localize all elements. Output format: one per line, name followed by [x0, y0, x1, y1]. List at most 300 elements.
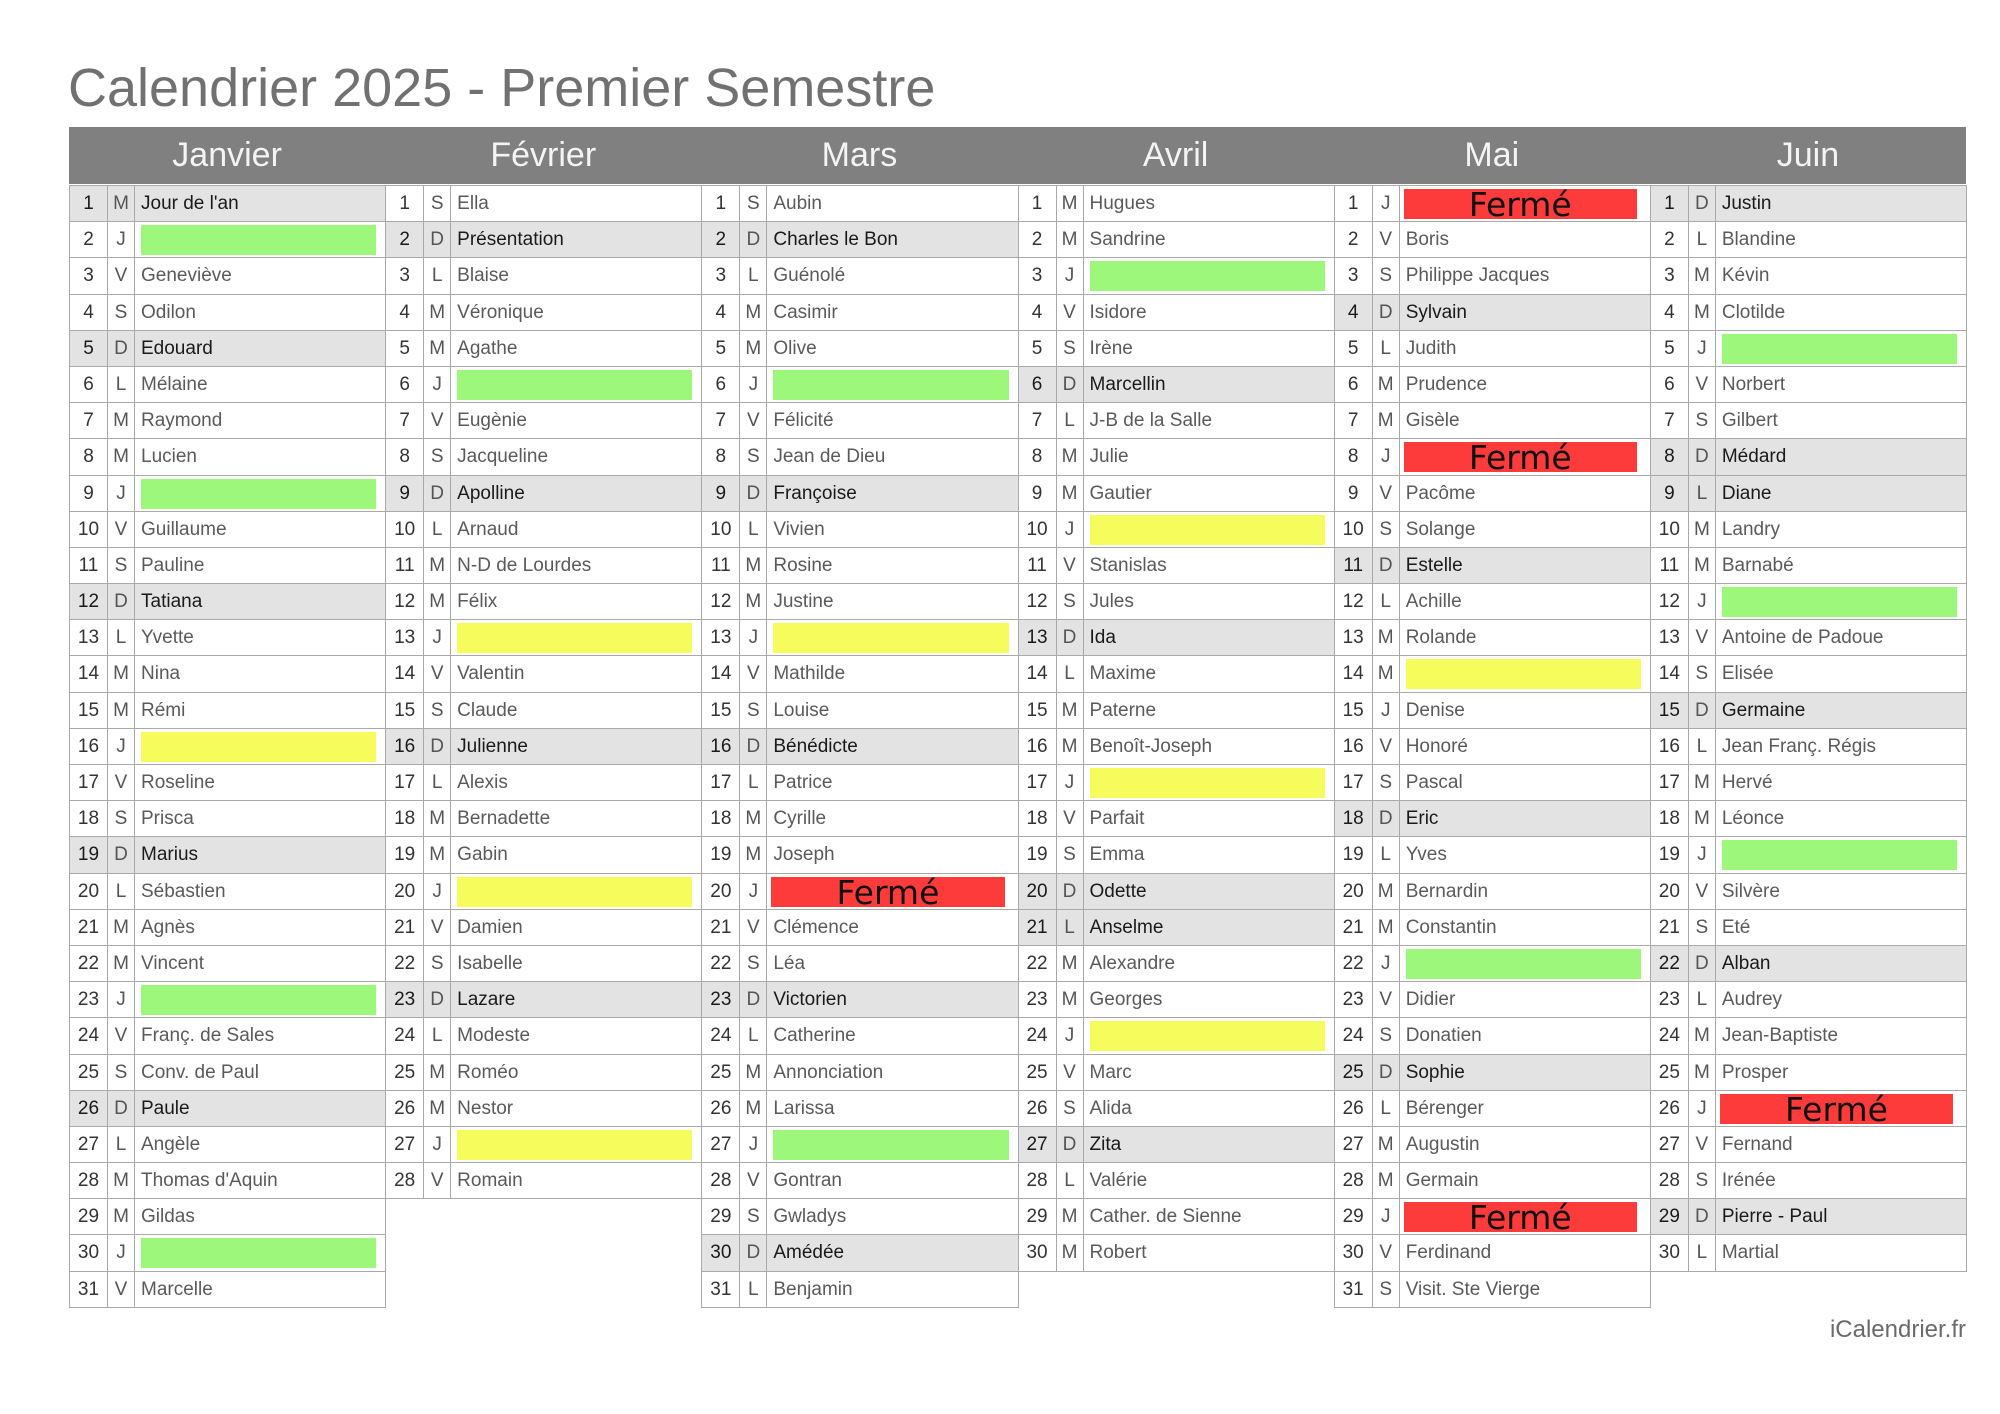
day-row [1335, 512, 1650, 548]
day-row [702, 403, 1017, 439]
saint-name: Annonciation [773, 1061, 884, 1083]
weekday-letter: M [1373, 367, 1400, 402]
day-row [70, 729, 385, 765]
weekday-letter: J [108, 729, 135, 764]
day-row [702, 801, 1017, 837]
day-number: 3 [1335, 258, 1373, 293]
weekday-letter: M [1689, 258, 1716, 293]
weekday-letter: M [1057, 946, 1084, 981]
day-number: 29 [1651, 1199, 1689, 1234]
weekday-letter: V [1057, 548, 1084, 583]
saint-name-cell [1400, 1235, 1650, 1270]
saint-name: Audrey [1721, 989, 1783, 1011]
day-number: 12 [702, 584, 740, 619]
saint-name-cell [135, 1018, 385, 1053]
month-column [1650, 185, 1967, 1272]
saint-name-cell [451, 186, 701, 221]
weekday-letter: M [1373, 910, 1400, 945]
day-row [1335, 439, 1650, 475]
saint-name-cell [1716, 874, 1966, 909]
saint-name-cell [135, 729, 385, 764]
saint-name-cell [1400, 693, 1650, 728]
saint-name-cell [451, 548, 701, 583]
saint-name: Jules [1089, 591, 1134, 613]
day-number: 18 [70, 801, 108, 836]
day-number: 1 [702, 186, 740, 221]
day-row [1335, 584, 1650, 620]
weekday-letter: L [1057, 403, 1084, 438]
saint-name-cell [1084, 837, 1334, 872]
weekday-letter: S [424, 439, 451, 474]
day-number: 14 [1019, 656, 1057, 691]
saint-name: Norbert [1721, 373, 1786, 395]
day-row [702, 1163, 1017, 1199]
saint-name-cell [1400, 874, 1650, 909]
day-number: 3 [70, 258, 108, 293]
day-number: 20 [702, 874, 740, 909]
saint-name-cell [1716, 837, 1966, 872]
closed-label: Fermé [1468, 186, 1572, 222]
saint-name-cell [451, 765, 701, 800]
weekday-letter: J [108, 476, 135, 511]
saint-name-cell [1716, 186, 1966, 221]
day-number: 7 [1335, 403, 1373, 438]
day-number: 11 [1651, 548, 1689, 583]
holiday-row [1651, 439, 1966, 475]
saint-name-cell [135, 765, 385, 800]
weekday-letter: M [1689, 548, 1716, 583]
day-number: 26 [1651, 1091, 1689, 1126]
weekday-letter: J [108, 1235, 135, 1270]
weekday-letter: M [424, 548, 451, 583]
saint-name-cell [451, 476, 701, 511]
closed-marker [1720, 1090, 1953, 1126]
day-number: 24 [1335, 1018, 1373, 1053]
saint-name-cell [451, 403, 701, 438]
day-number: 10 [1651, 512, 1689, 547]
weekday-letter: L [1373, 1091, 1400, 1126]
saint-name-cell [1084, 982, 1334, 1017]
saint-name-cell [1084, 548, 1334, 583]
weekday-letter: D [1689, 1199, 1716, 1234]
day-row [1019, 476, 1334, 512]
weekday-letter: L [1689, 476, 1716, 511]
weekday-letter: V [740, 910, 767, 945]
saint-name: Olive [773, 337, 817, 359]
saint-name-cell [451, 367, 701, 402]
saint-name: Damien [457, 916, 523, 938]
weekday-letter: J [1689, 1091, 1716, 1126]
saint-name: Blaise [457, 265, 509, 287]
highlight-green [773, 370, 1008, 400]
holiday-row [1019, 910, 1334, 946]
day-row [1335, 1272, 1650, 1308]
day-number: 13 [70, 620, 108, 655]
saint-name-cell [1716, 1018, 1966, 1053]
day-number: 26 [70, 1091, 108, 1126]
saint-name-cell [1716, 367, 1966, 402]
day-row [1019, 584, 1334, 620]
saint-name-cell [1400, 1199, 1650, 1234]
saint-name-cell [1400, 512, 1650, 547]
day-number: 3 [386, 258, 424, 293]
saint-name: Félix [457, 591, 498, 613]
saint-name: Ferdinand [1405, 1242, 1492, 1264]
saint-name-cell [767, 1018, 1017, 1053]
saint-name-cell [767, 1163, 1017, 1198]
month-column [1334, 185, 1651, 1308]
weekday-letter: L [424, 258, 451, 293]
highlight-yellow [457, 623, 692, 653]
saint-name: Odilon [141, 301, 196, 323]
holiday-row [1651, 946, 1966, 982]
day-number: 25 [386, 1055, 424, 1090]
holiday-row [1019, 620, 1334, 656]
day-number: 29 [702, 1199, 740, 1234]
day-number: 21 [70, 910, 108, 945]
saint-name-cell [451, 729, 701, 764]
weekday-letter: L [108, 620, 135, 655]
weekday-letter: S [1689, 910, 1716, 945]
saint-name-cell [135, 439, 385, 474]
day-number: 25 [1335, 1055, 1373, 1090]
weekday-letter: J [1057, 765, 1084, 800]
saint-name: Alida [1089, 1097, 1132, 1119]
weekday-letter: M [740, 1055, 767, 1090]
day-number: 9 [1651, 476, 1689, 511]
saint-name: Ella [457, 193, 489, 214]
day-row [386, 1127, 701, 1163]
saint-name-cell [1716, 1163, 1966, 1198]
day-number: 5 [1335, 331, 1373, 366]
weekday-letter: V [1689, 874, 1716, 909]
saint-name-cell [767, 295, 1017, 330]
day-row [386, 367, 701, 403]
weekday-letter: J [1057, 512, 1084, 547]
day-row [70, 801, 385, 837]
day-number: 18 [1019, 801, 1057, 836]
weekday-letter: M [1689, 765, 1716, 800]
saint-name: Franç. de Sales [141, 1025, 275, 1047]
saint-name-cell [135, 1235, 385, 1270]
weekday-letter: S [1373, 512, 1400, 547]
day-number: 12 [1651, 584, 1689, 619]
day-row [702, 946, 1017, 982]
holiday-row [1019, 1127, 1334, 1163]
weekday-letter: M [740, 295, 767, 330]
saint-name-cell [1084, 801, 1334, 836]
month-header: Avril [1142, 136, 1209, 174]
saint-name: Bernardin [1405, 880, 1489, 902]
day-row [70, 1272, 385, 1308]
page-title: Calendrier 2025 - Premier Semestre [68, 58, 936, 118]
weekday-letter: J [1373, 1199, 1400, 1234]
weekday-letter: S [424, 946, 451, 981]
month-column [385, 185, 702, 1199]
weekday-letter: L [740, 512, 767, 547]
day-number: 20 [1651, 874, 1689, 909]
saint-name: Casimir [773, 301, 838, 323]
saint-name: Georges [1089, 989, 1163, 1011]
day-number: 27 [702, 1127, 740, 1162]
weekday-letter: M [1373, 403, 1400, 438]
weekday-letter: J [740, 1127, 767, 1162]
weekday-letter: M [1373, 874, 1400, 909]
day-row [702, 910, 1017, 946]
day-row [1651, 874, 1966, 910]
day-number: 28 [386, 1163, 424, 1198]
day-row [1651, 1091, 1966, 1127]
day-row [70, 403, 385, 439]
saint-name-cell [451, 439, 701, 474]
saint-name: Catherine [773, 1025, 856, 1047]
month-header: Février [490, 136, 597, 174]
saint-name: Félicité [773, 410, 834, 432]
day-number: 17 [1651, 765, 1689, 800]
day-number: 22 [70, 946, 108, 981]
closed-marker [1404, 439, 1637, 475]
saint-name-cell [767, 367, 1017, 402]
saint-name: Stanislas [1089, 554, 1167, 576]
saint-name-cell [767, 1235, 1017, 1270]
day-row [1335, 222, 1650, 258]
weekday-letter: V [1689, 1127, 1716, 1162]
day-number: 20 [1019, 874, 1057, 909]
saint-name-cell [135, 874, 385, 909]
saint-name-cell [1084, 946, 1334, 981]
day-row [1019, 1018, 1334, 1054]
day-number: 10 [386, 512, 424, 547]
saint-name-cell [1084, 512, 1334, 547]
closed-label: Fermé [1784, 1090, 1888, 1126]
saint-name-cell [451, 656, 701, 691]
saint-name: Denise [1405, 699, 1465, 721]
saint-name-cell [767, 656, 1017, 691]
day-number: 15 [1651, 693, 1689, 728]
weekday-letter: V [740, 656, 767, 691]
day-number: 29 [70, 1199, 108, 1234]
weekday-letter: S [740, 946, 767, 981]
weekday-letter: V [1373, 476, 1400, 511]
saint-name: Victorien [773, 989, 847, 1011]
saint-name: Gautier [1089, 482, 1152, 504]
weekday-letter: M [424, 801, 451, 836]
weekday-letter: S [1057, 837, 1084, 872]
month-header: Juin [1776, 136, 1840, 174]
weekday-letter: S [740, 693, 767, 728]
weekday-letter: L [740, 1018, 767, 1053]
saint-name-cell [767, 837, 1017, 872]
saint-name: Diane [1721, 482, 1772, 504]
day-row [1019, 1235, 1334, 1271]
day-row [1335, 1163, 1650, 1199]
day-number: 16 [1019, 729, 1057, 764]
saint-name: Angèle [141, 1133, 201, 1155]
saint-name-cell [1084, 222, 1334, 257]
holiday-row [1019, 367, 1334, 403]
saint-name: Marius [141, 844, 199, 866]
day-number: 7 [1651, 403, 1689, 438]
day-row [1335, 656, 1650, 692]
weekday-letter: D [1057, 367, 1084, 402]
saint-name: Modeste [457, 1025, 531, 1047]
saint-name: Estelle [1405, 554, 1463, 576]
weekday-letter: V [1057, 295, 1084, 330]
saint-name-cell [1084, 765, 1334, 800]
weekday-letter: D [740, 222, 767, 257]
day-number: 12 [1019, 584, 1057, 619]
saint-name: Geneviève [141, 265, 232, 287]
day-number: 18 [1335, 801, 1373, 836]
day-row [702, 837, 1017, 873]
day-number: 15 [702, 693, 740, 728]
saint-name-cell [767, 476, 1017, 511]
day-row [70, 1199, 385, 1235]
weekday-letter: L [1373, 837, 1400, 872]
highlight-green [1406, 949, 1641, 979]
saint-name-cell [767, 1272, 1017, 1307]
weekday-letter: V [108, 258, 135, 293]
highlight-green [141, 1238, 376, 1268]
day-row [1335, 186, 1650, 222]
weekday-letter: M [740, 584, 767, 619]
saint-name-cell [1084, 620, 1334, 655]
weekday-letter: M [424, 331, 451, 366]
day-row [1651, 656, 1966, 692]
saint-name-cell [1716, 801, 1966, 836]
saint-name: Agathe [457, 337, 518, 359]
weekday-letter: V [1057, 801, 1084, 836]
saint-name: Julie [1089, 446, 1129, 468]
weekday-letter: M [740, 801, 767, 836]
saint-name-cell [451, 693, 701, 728]
highlight-green [1090, 261, 1325, 291]
weekday-letter: M [1057, 1235, 1084, 1270]
highlight-yellow [773, 623, 1008, 653]
saint-name-cell [1084, 439, 1334, 474]
weekday-letter: V [1373, 982, 1400, 1017]
day-row [70, 295, 385, 331]
saint-name-cell [135, 837, 385, 872]
day-number: 22 [1019, 946, 1057, 981]
day-row [702, 1127, 1017, 1163]
day-row [702, 258, 1017, 294]
day-row [70, 946, 385, 982]
saint-name: Jacqueline [457, 446, 549, 468]
weekday-letter: L [1689, 982, 1716, 1017]
day-row [70, 367, 385, 403]
saint-name: Odette [1089, 880, 1147, 902]
saint-name-cell [767, 1091, 1017, 1126]
weekday-letter: D [424, 982, 451, 1017]
holiday-row [1335, 1055, 1650, 1091]
saint-name: Cather. de Sienne [1089, 1206, 1242, 1228]
closed-label: Fermé [836, 873, 940, 909]
weekday-letter: M [740, 548, 767, 583]
weekday-letter: S [108, 548, 135, 583]
saint-name: Achille [1405, 591, 1462, 613]
day-number: 8 [1651, 439, 1689, 474]
calendar-grid [69, 185, 1966, 1308]
weekday-letter: M [108, 656, 135, 691]
saint-name: Raymond [141, 410, 223, 432]
saint-name: Mélaine [141, 373, 208, 395]
saint-name: Léonce [1721, 808, 1785, 830]
saint-name: Hugues [1089, 193, 1156, 214]
day-number: 11 [386, 548, 424, 583]
weekday-letter: M [424, 295, 451, 330]
day-number: 22 [1651, 946, 1689, 981]
saint-name: Conv. de Paul [141, 1061, 259, 1083]
day-number: 8 [70, 439, 108, 474]
saint-name-cell [135, 946, 385, 981]
day-number: 30 [702, 1235, 740, 1270]
highlight-green [141, 985, 376, 1015]
day-number: 10 [1335, 512, 1373, 547]
day-number: 24 [70, 1018, 108, 1053]
saint-name-cell [1400, 729, 1650, 764]
day-row [386, 656, 701, 692]
day-row [1651, 295, 1966, 331]
day-number: 21 [1651, 910, 1689, 945]
saint-name-cell [451, 620, 701, 655]
day-number: 19 [70, 837, 108, 872]
saint-name-cell [135, 1055, 385, 1090]
saint-name-cell [135, 476, 385, 511]
weekday-letter: L [1057, 910, 1084, 945]
day-number: 23 [1335, 982, 1373, 1017]
saint-name: Thomas d'Aquin [141, 1170, 278, 1192]
day-number: 8 [1019, 439, 1057, 474]
day-row [1335, 693, 1650, 729]
holiday-row [386, 982, 701, 1018]
saint-name-cell [1400, 620, 1650, 655]
day-number: 3 [702, 258, 740, 293]
day-number: 22 [1335, 946, 1373, 981]
saint-name-cell [135, 186, 385, 221]
day-number: 2 [386, 222, 424, 257]
day-row [70, 1163, 385, 1199]
weekday-letter: M [108, 186, 135, 221]
weekday-letter: L [1689, 1235, 1716, 1270]
day-number: 28 [702, 1163, 740, 1198]
saint-name: Larissa [773, 1097, 835, 1119]
holiday-row [1651, 1199, 1966, 1235]
holiday-row [70, 837, 385, 873]
highlight-yellow [1406, 659, 1641, 689]
day-number: 18 [702, 801, 740, 836]
day-number: 1 [1019, 186, 1057, 221]
day-number: 11 [70, 548, 108, 583]
saint-name: Visit. Ste Vierge [1405, 1278, 1541, 1300]
weekday-letter: M [1689, 295, 1716, 330]
day-number: 14 [70, 656, 108, 691]
saint-name-cell [1084, 331, 1334, 366]
saint-name: Marcelle [141, 1278, 213, 1300]
day-number: 19 [1335, 837, 1373, 872]
saint-name: Fernand [1721, 1133, 1793, 1155]
day-row [1335, 729, 1650, 765]
saint-name-cell [135, 1163, 385, 1198]
saint-name: Isabelle [457, 952, 523, 974]
weekday-letter: M [1057, 729, 1084, 764]
weekday-letter: V [1373, 1235, 1400, 1270]
saint-name: Jean de Dieu [773, 446, 886, 468]
saint-name-cell [1400, 222, 1650, 257]
saint-name-cell [451, 222, 701, 257]
saint-name: Benjamin [773, 1278, 853, 1300]
saint-name-cell [135, 295, 385, 330]
